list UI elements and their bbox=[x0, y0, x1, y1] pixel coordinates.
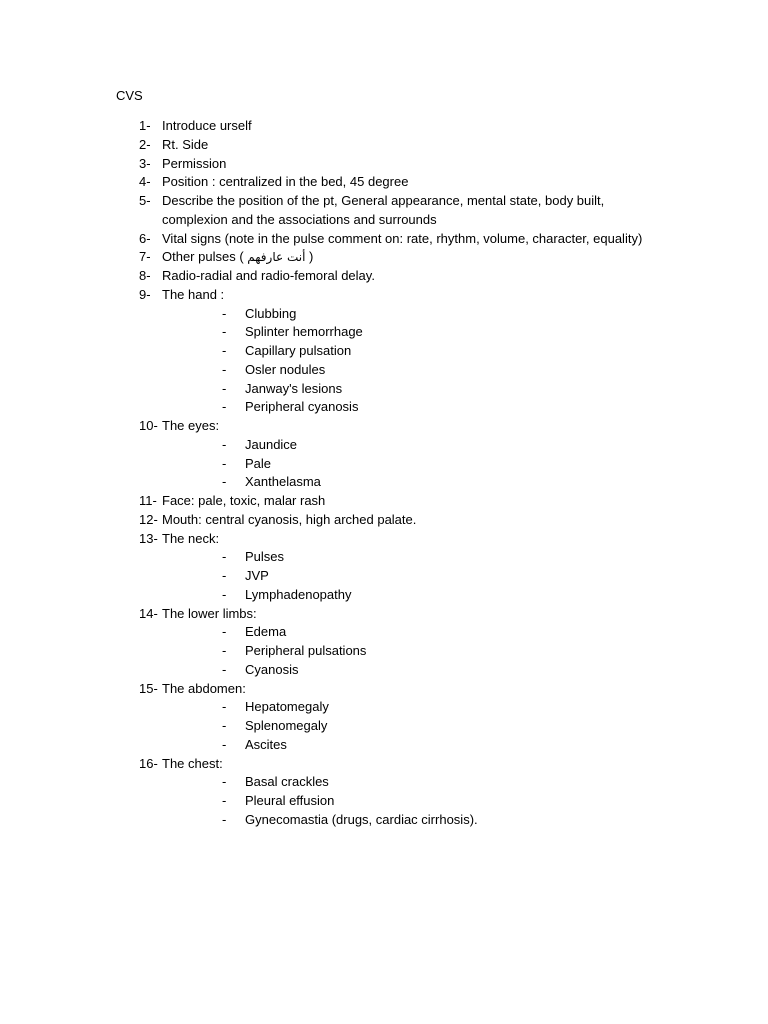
list-item bbox=[0, 136, 768, 155]
list-item bbox=[0, 117, 768, 136]
sub-item-text: Ascites bbox=[245, 736, 287, 752]
sub-item bbox=[0, 642, 768, 661]
item-number: 16- bbox=[139, 755, 158, 771]
sub-item bbox=[0, 380, 768, 399]
item-number: 3- bbox=[139, 155, 151, 171]
sub-item-text: Jaundice bbox=[245, 436, 298, 452]
list-item bbox=[0, 267, 768, 286]
sub-item bbox=[0, 623, 768, 642]
sub-item-text: JVP bbox=[245, 568, 269, 583]
item-text: Rt. Side bbox=[162, 136, 209, 152]
item-text: The lower limbs: bbox=[162, 605, 257, 621]
bullet-dash: - bbox=[222, 549, 227, 565]
sub-item bbox=[0, 717, 768, 736]
sub-item bbox=[0, 661, 768, 680]
list-item bbox=[0, 192, 768, 230]
sub-item-text: Lymphadenopathy bbox=[245, 586, 352, 602]
bullet-dash: - bbox=[222, 661, 227, 677]
item-text: Vital signs (note in the pulse comment on: rate, rhythm, volume, character, equality) bbox=[162, 230, 643, 246]
sub-item bbox=[0, 567, 768, 586]
item-text: The hand : bbox=[162, 286, 225, 302]
item-number: 7- bbox=[139, 249, 151, 265]
item-text-after: ) bbox=[305, 249, 314, 265]
list-item bbox=[0, 155, 768, 174]
list-item bbox=[0, 680, 768, 699]
sub-item-text: Xanthelasma bbox=[245, 474, 321, 490]
bullet-dash: - bbox=[222, 361, 227, 377]
list-item bbox=[0, 605, 768, 624]
sub-item bbox=[0, 586, 768, 605]
sub-item-text: Peripheral pulsations bbox=[245, 643, 367, 658]
sub-item-text: Osler nodules bbox=[245, 361, 326, 377]
sub-item-text: Peripheral cyanosis bbox=[245, 399, 359, 415]
bullet-dash: - bbox=[222, 586, 227, 602]
sub-item-text: Pleural effusion bbox=[245, 793, 335, 808]
bullet-dash: - bbox=[222, 736, 227, 752]
sub-item bbox=[0, 455, 768, 474]
item-text: The neck: bbox=[162, 530, 220, 546]
item-text: Radio-radial and radio-femoral delay. bbox=[162, 268, 375, 283]
item-number: 13- bbox=[139, 530, 158, 546]
sub-item bbox=[0, 792, 768, 811]
list-item bbox=[0, 530, 768, 549]
item-text: The eyes: bbox=[162, 418, 220, 433]
item-number: 1- bbox=[139, 118, 151, 133]
bullet-dash: - bbox=[222, 455, 227, 471]
document-title: CVS bbox=[116, 88, 143, 103]
sub-item bbox=[0, 698, 768, 717]
item-text: Face: pale, toxic, malar rash bbox=[162, 493, 326, 508]
item-text: Mouth: central cyanosis, high arched palate. bbox=[162, 511, 417, 527]
bullet-dash: - bbox=[222, 811, 227, 827]
sub-item-text: Edema bbox=[245, 624, 287, 640]
item-text: Describe the position of the pt, General appearance, mental state, body built, complexion and the associations and surrounds bbox=[162, 193, 605, 227]
list-item bbox=[0, 173, 768, 192]
item-text: Position : centralized in the bed, 45 degree bbox=[162, 174, 409, 190]
item-number: 9- bbox=[139, 286, 151, 302]
sub-item bbox=[0, 323, 768, 342]
item-text: The abdomen: bbox=[162, 680, 246, 696]
item-text: Introduce urself bbox=[162, 118, 252, 133]
sub-item-text: Hepatomegaly bbox=[245, 699, 329, 715]
sub-item-text: Cyanosis bbox=[245, 661, 299, 677]
bullet-dash: - bbox=[222, 324, 227, 340]
list-item bbox=[0, 417, 768, 436]
item-number: 12- bbox=[139, 511, 158, 527]
sub-item bbox=[0, 342, 768, 361]
list-item bbox=[0, 286, 768, 305]
list-item bbox=[0, 511, 768, 530]
item-number: 2- bbox=[139, 136, 151, 152]
item-number: 14- bbox=[139, 605, 158, 621]
sub-item bbox=[0, 436, 768, 455]
sub-item bbox=[0, 305, 768, 324]
item-number: 4- bbox=[139, 174, 151, 190]
item-text: The chest: bbox=[162, 755, 223, 771]
sub-item-text: Pulses bbox=[245, 549, 285, 565]
sub-item-text: Gynecomastia (drugs, cardiac cirrhosis). bbox=[245, 811, 478, 827]
bullet-dash: - bbox=[222, 305, 227, 321]
sub-item-text: Janway's lesions bbox=[245, 380, 343, 396]
bullet-dash: - bbox=[222, 343, 227, 358]
bullet-dash: - bbox=[222, 436, 227, 452]
bullet-dash: - bbox=[222, 699, 227, 715]
item-number: 5- bbox=[139, 193, 151, 208]
item-number: 15- bbox=[139, 680, 158, 696]
bullet-dash: - bbox=[222, 624, 227, 640]
bullet-dash: - bbox=[222, 474, 227, 490]
item-text-before: Other pulses ( bbox=[162, 249, 248, 265]
bullet-dash: - bbox=[222, 774, 227, 790]
list-item bbox=[0, 755, 768, 774]
sub-item bbox=[0, 398, 768, 417]
checklist bbox=[0, 117, 768, 830]
sub-item-text: Clubbing bbox=[245, 305, 297, 321]
bullet-dash: - bbox=[222, 643, 227, 658]
item-number: 10- bbox=[139, 418, 158, 433]
list-item bbox=[0, 248, 768, 267]
bullet-dash: - bbox=[222, 568, 227, 583]
sub-item-text: Pale bbox=[245, 455, 272, 471]
list-item bbox=[0, 492, 768, 511]
item-text-arabic: أنت عارفهم bbox=[247, 250, 306, 265]
item-text bbox=[162, 248, 632, 267]
item-number: 11- bbox=[139, 493, 157, 508]
sub-item bbox=[0, 361, 768, 380]
sub-item-text: Splinter hemorrhage bbox=[245, 324, 363, 340]
sub-item bbox=[0, 473, 768, 492]
sub-item bbox=[0, 811, 768, 830]
list-item bbox=[0, 230, 768, 249]
item-text: Permission bbox=[162, 155, 227, 171]
sub-item bbox=[0, 773, 768, 792]
sub-item bbox=[0, 736, 768, 755]
sub-item-text: Capillary pulsation bbox=[245, 343, 352, 358]
bullet-dash: - bbox=[222, 380, 227, 396]
sub-item-text: Basal crackles bbox=[245, 774, 329, 790]
sub-item bbox=[0, 548, 768, 567]
item-number: 6- bbox=[139, 230, 151, 246]
bullet-dash: - bbox=[222, 793, 227, 808]
sub-item-text: Splenomegaly bbox=[245, 718, 328, 733]
item-number: 8- bbox=[139, 268, 151, 283]
bullet-dash: - bbox=[222, 718, 227, 733]
bullet-dash: - bbox=[222, 399, 227, 415]
